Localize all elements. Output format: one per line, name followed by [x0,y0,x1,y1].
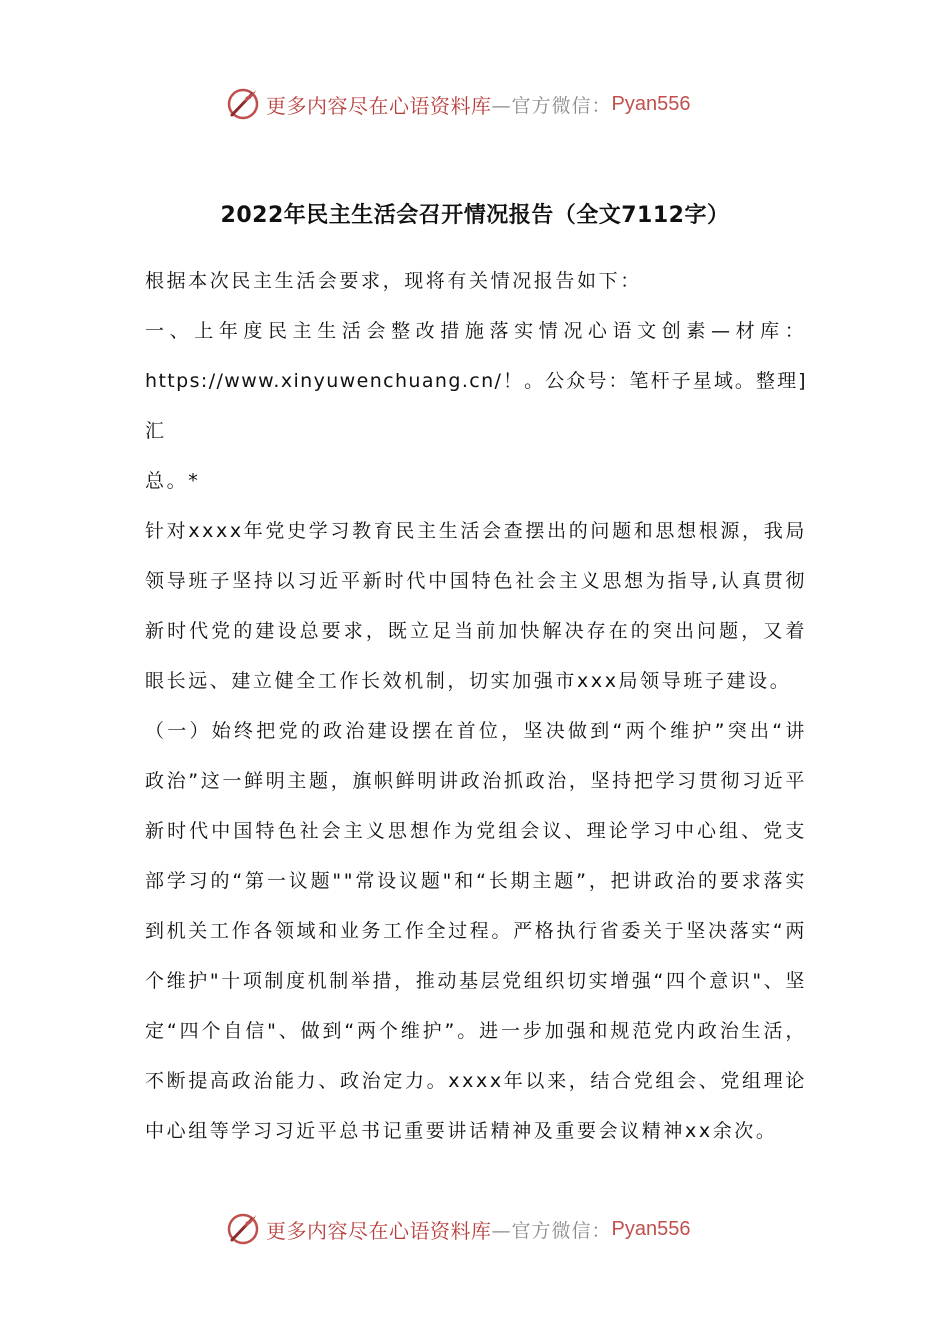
section-1-source-line: https://www.xinyuwenchuang.cn/！。公众号：笔杆子星域。整理]汇 [145,370,807,442]
paragraph-1: 针对xxxx年党史学习教育民主生活会查摆出的问题和思想根源，我局领导班子坚持以习近平新时代中国特色社会主义思想为指导,认真贯彻新时代党的建设总要求，既立足当前加快解决存在的突出问题，又着眼长远、建立健全工作长效机制，切实加强市xxx局领导班子建设。 [145,520,807,692]
watermark-main-text: 更多内容尽在心语资料库 [266,1218,492,1243]
watermark-sub-text: —官方微信： [491,94,612,117]
quill-pen-logo-icon [226,1212,260,1246]
quill-pen-logo-icon [226,87,260,121]
watermark-wechat-id: Pyan556 [611,1217,691,1240]
intro-paragraph: 根据本次民主生活会要求，现将有关情况报告如下： [145,270,642,292]
section-1-source-tail: 总。* [145,470,201,492]
header-watermark-banner [226,86,690,122]
document-title: 2022年民主生活会召开情况报告（全文7112字） [220,203,730,228]
paragraph-2: （一）始终把党的政治建设摆在首位，坚决做到“两个维护”突出“讲政治”这一鲜明主题，旗帜鲜明讲政治抓政治，坚持把学习贯彻习近平新时代中国特色社会主义思想作为党组会议、理论学习中心组、党支部学习的“第一议题""常设议题"和“长期主题”，把讲政治的要求落实到机关工作各领域和业务工作全过程。严格执行省委关于坚决落实“两个维护"十项制度机制举措，推动基层党组织切实增强“四个意识"、坚定“四个自信"、做到“两个维护”。进一步加强和规范党内政治生活，不断提高政治能力、政治定力。xxxx年以来，结合党组会、党组理论中心组等学习习近平总书记重要讲话精神及重要会议精神xx余次。 [145,720,807,1142]
watermark-sub-text: —官方微信： [491,1219,612,1242]
watermark-main-text: 更多内容尽在心语资料库 [266,93,492,118]
document-body [145,256,807,1156]
footer-watermark-banner [226,1211,690,1247]
section-1-heading: 一、上年度民主生活会整改措施落实情况心语文创素—材库： [145,320,807,342]
watermark-wechat-id: Pyan556 [611,92,691,115]
